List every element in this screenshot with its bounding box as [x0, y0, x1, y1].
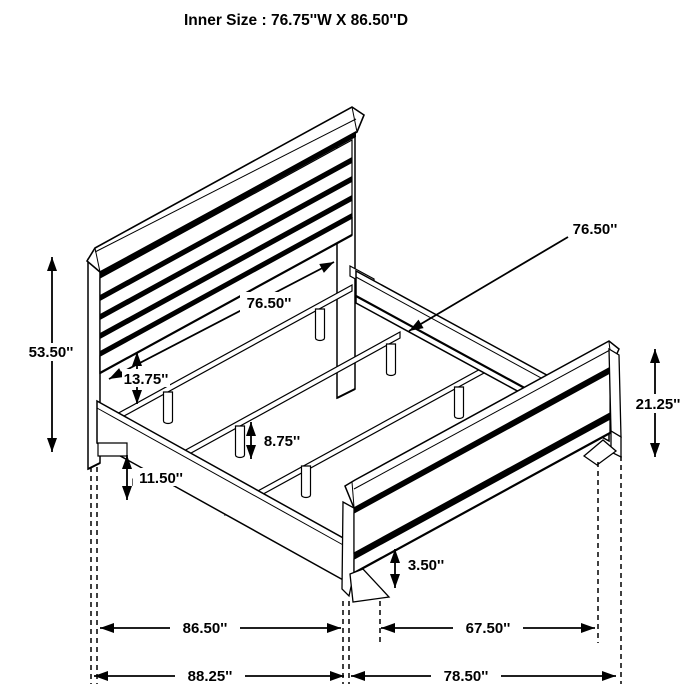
footboard-right-cap	[609, 349, 621, 437]
dim-label-overall-depth: 88.25''	[187, 668, 233, 685]
dim-footboard-height	[628, 349, 688, 457]
dim-label-glide-height: 3.50''	[407, 557, 445, 574]
dim-label-headboard-width: 76.50''	[246, 295, 292, 312]
dim-glide-height	[395, 549, 450, 588]
footboard	[342, 341, 621, 602]
dim-label-headboard-height: 53.50''	[28, 344, 74, 361]
dim-label-inner-depth: 86.50''	[182, 620, 228, 637]
slat-leg	[164, 392, 173, 424]
dim-overall-span	[351, 665, 616, 686]
dim-frame-inner-width	[409, 221, 617, 331]
dim-overall-depth	[94, 665, 344, 686]
footboard-left-foot	[350, 569, 389, 602]
inner-size-title: Inner Size : 76.75''W X 86.50''D	[183, 12, 409, 29]
dim-label-footboard-span: 67.50''	[465, 620, 511, 637]
slat-leg	[455, 387, 464, 419]
rail-hook-plate	[98, 443, 127, 456]
dim-label-rail-offset: 13.75''	[123, 371, 169, 388]
dim-label-rail-clearance: 11.50''	[139, 470, 183, 487]
slat-leg	[387, 344, 396, 376]
headboard	[87, 107, 364, 469]
dim-slat-leg-height	[251, 422, 307, 459]
slat-leg	[236, 426, 245, 458]
dim-headboard-height	[26, 257, 78, 452]
dim-footboard-span	[381, 617, 595, 638]
dim-label-frame-inner-width: 76.50''	[572, 221, 618, 238]
slat-leg	[302, 466, 311, 498]
dim-label-overall-span: 78.50''	[443, 668, 489, 685]
dim-label-slat-leg-height: 8.75''	[263, 433, 301, 450]
dim-inner-depth	[100, 617, 341, 638]
dim-label-footboard-height: 21.25''	[635, 396, 681, 413]
slat-leg	[316, 309, 325, 341]
